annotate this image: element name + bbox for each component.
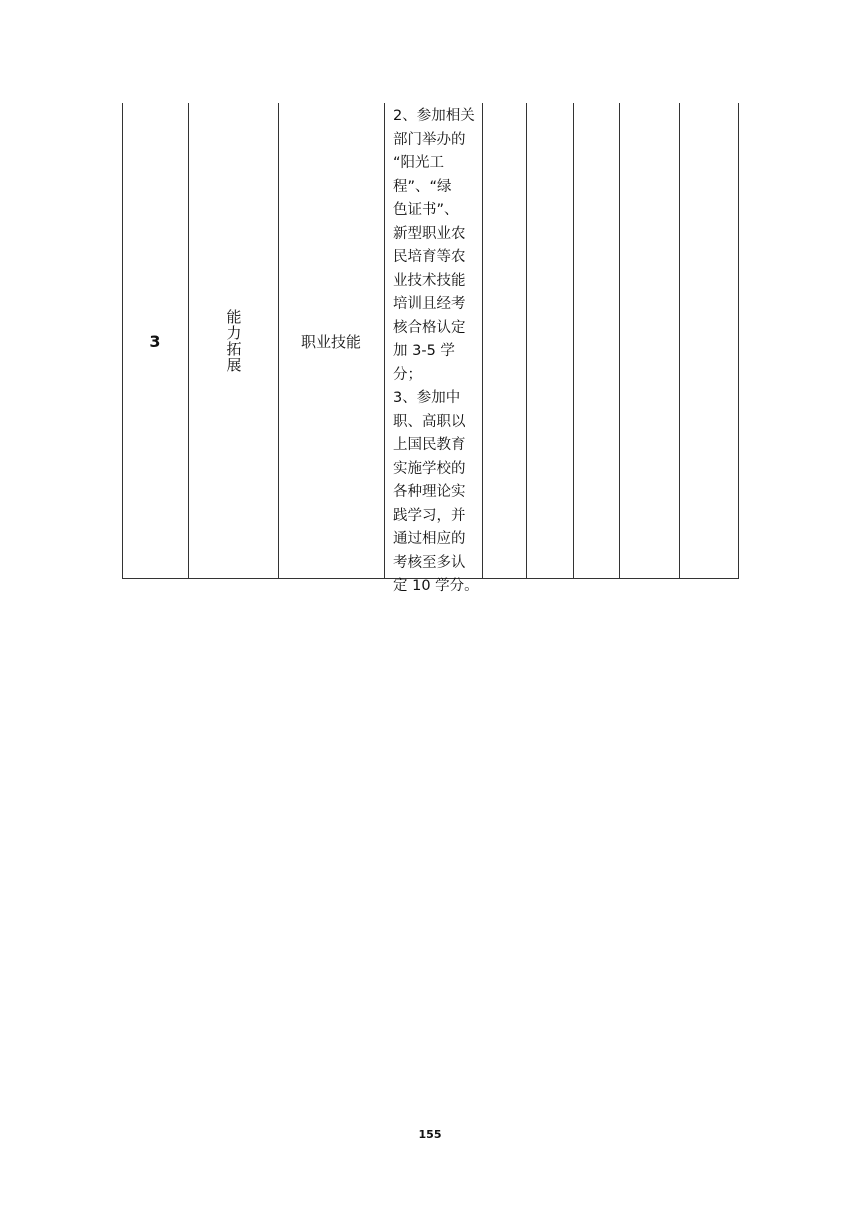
description-line: 加 3-5 学: [393, 343, 455, 359]
description-line: 新型职业农: [393, 225, 466, 242]
description-line: 程”、“绿: [393, 178, 452, 195]
description-line: 2、参加相关: [393, 108, 475, 124]
description-line: 培训且经考: [393, 296, 466, 312]
table-column-divider: [482, 103, 483, 579]
description-cell: [384, 103, 482, 594]
description-line: 核合格认定: [393, 319, 466, 336]
description-line: 实施学校的: [393, 460, 466, 477]
subcategory-label: 职业技能: [300, 332, 361, 351]
category-label: 能力拓展: [224, 309, 243, 373]
description-line: 民培育等农: [393, 249, 466, 265]
description-line: 上国民教育: [393, 437, 466, 453]
description-line: 定 10 学分。: [393, 578, 479, 594]
row-number: 3: [149, 331, 161, 351]
description-line: 业技术技能: [393, 272, 466, 289]
subcategory-cell: [278, 103, 384, 579]
description-line: 各种理论实: [393, 484, 466, 500]
page-number: 155: [418, 1128, 442, 1141]
table-column-divider: [526, 103, 527, 579]
description-line: “阳光工: [393, 155, 445, 171]
table-column-divider: [619, 103, 620, 579]
table-column-divider: [573, 103, 574, 579]
table: [122, 103, 739, 594]
table-border: [738, 103, 739, 579]
description-line: 通过相应的: [393, 531, 466, 547]
description-line: 分；: [393, 366, 422, 383]
description-line: 3、参加中: [393, 390, 461, 406]
description-line: 部门举办的: [393, 131, 466, 148]
table-column-divider: [679, 103, 680, 579]
description-line: 色证书”、: [393, 202, 459, 218]
category-cell: [188, 103, 278, 579]
description-line: 考核至多认: [393, 554, 466, 571]
description-line: 践学习，并: [393, 507, 466, 524]
description-line: 职、高职以: [393, 413, 466, 430]
row-number-cell: [122, 103, 188, 579]
